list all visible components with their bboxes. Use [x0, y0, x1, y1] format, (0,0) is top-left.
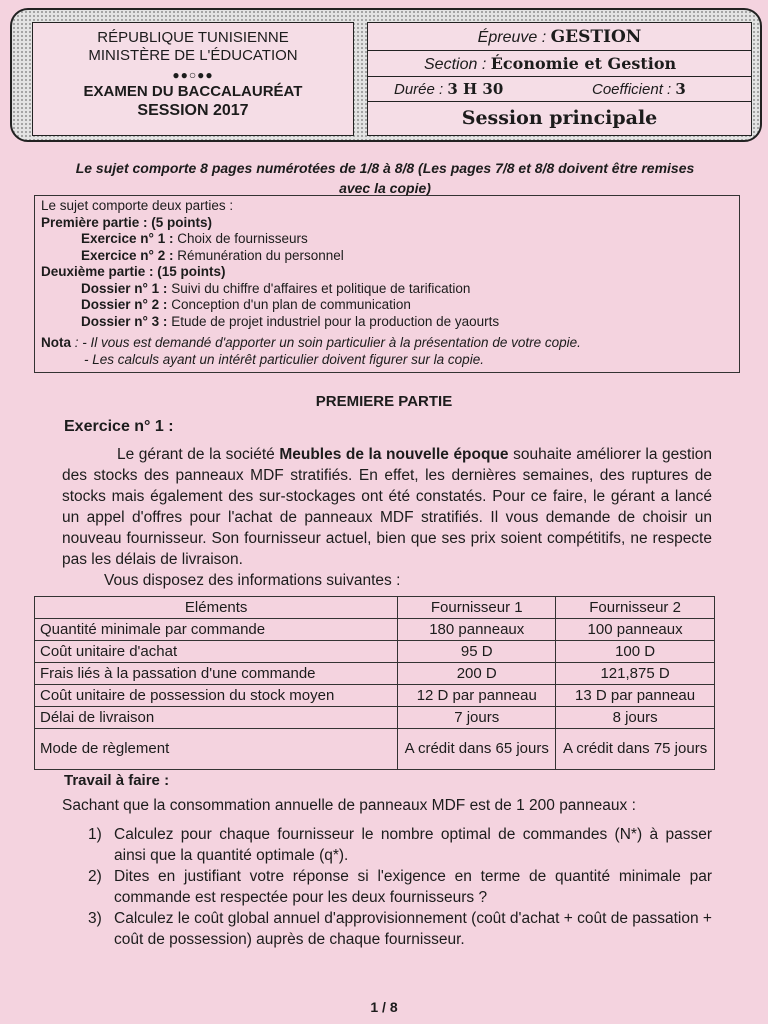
section-label: Section :: [424, 56, 487, 73]
travail-heading: Travail à faire :: [64, 772, 170, 789]
exam-name: EXAMEN DU BACCALAURÉAT: [83, 83, 303, 100]
question-text: Dites en justifiant votre réponse si l'exigence en terme de quantité minimale par commande est respectée pour les deux fournisseurs ?: [114, 868, 712, 906]
ex1-label: Exercice n° 1 :: [81, 231, 174, 246]
table-cell: Frais liés à la passation d'une commande: [35, 663, 398, 685]
d2-text: Conception d'un plan de communication: [167, 297, 411, 312]
table-row: [35, 685, 715, 707]
table-cell: 100 panneaux: [556, 619, 715, 641]
page-notice: Le sujet comporte 8 pages numérotées de 1/8 à 8/8 (Les pages 7/8 et 8/8 doivent être remises avec la copie): [75, 160, 695, 196]
question-item: [88, 908, 712, 950]
coef-value: 3: [675, 80, 686, 98]
table-cell: 121,875 D: [556, 663, 715, 685]
d1-label: Dossier n° 1 :: [81, 280, 168, 296]
table-cell: A crédit dans 75 jours: [556, 729, 715, 770]
paragraph-after: souhaite améliorer la gestion des stocks des panneaux MDF stratifiés. En effet, les dernières semaines, des ruptures de stocks mais également des sur-stockages ont été constatés. Pour ce faire, le gérant a lancé un appel d'offres pour l'achat de panneaux MDF stratifiés. Il vous demande de choisir un nouveau fournisseur. Son fournisseur actuel, bien que ses prix soient compétitifs, ne respecte pas les délais de livraison.: [62, 446, 713, 568]
table-cell: 8 jours: [556, 707, 715, 729]
dots-ornament: ●●○●●: [172, 68, 214, 82]
table-row: [35, 619, 715, 641]
d3-text: Etude de projet industriel pour la production de yaourts: [167, 313, 500, 329]
nota-text1: : - Il vous est demandé d'apporter un soin particulier à la présentation de votre copie.: [71, 335, 581, 350]
table-header-cell: Eléments: [35, 597, 398, 619]
page-number: 1 / 8: [370, 999, 398, 1015]
table-cell: 12 D par panneau: [398, 685, 556, 707]
epreuve-value: GESTION: [550, 27, 642, 47]
subject-summary-box: [34, 195, 740, 373]
session-year: SESSION 2017: [137, 102, 249, 119]
republic-name: RÉPUBLIQUE TUNISIENNE: [97, 29, 289, 46]
nota-line1: [41, 335, 733, 352]
table-cell: Coût unitaire d'achat: [35, 641, 398, 663]
table-cell: Délai de livraison: [35, 707, 398, 729]
table-cell: 200 D: [398, 663, 556, 685]
table-cell: Quantité minimale par commande: [35, 619, 398, 641]
section-value: Économie et Gestion: [490, 54, 677, 73]
table-cell: 13 D par panneau: [556, 685, 715, 707]
question-text: Calculez pour chaque fournisseur le nombre optimal de commandes (N*) à passer ainsi que la quantité optimale (q*).: [114, 826, 712, 864]
d1-text: Suivi du chiffre d'affaires et politique de tarification: [167, 280, 471, 296]
summary-intro: Le sujet comporte deux parties :: [41, 198, 234, 213]
summary-ex2: [41, 248, 733, 265]
epreuve-row: [368, 23, 751, 51]
d3-label: Dossier n° 3 :: [81, 313, 168, 329]
table-header-row: [35, 597, 715, 619]
table-row: [35, 663, 715, 685]
question-text: Calculez le coût global annuel d'approvisionnement (coût d'achat + coût de passation + coût de possession) auprès de chaque fournisseur.: [114, 910, 712, 948]
exercise-paragraph: [62, 444, 712, 570]
table-cell: 7 jours: [398, 707, 556, 729]
question-item: [88, 866, 712, 908]
table-header-cell: Fournisseur 1: [398, 597, 556, 619]
ex2-label: Exercice n° 2 :: [81, 247, 174, 263]
session-type: Session principale: [461, 107, 658, 129]
header-subject-box: [367, 22, 752, 136]
suppliers-table: [34, 596, 715, 770]
question-number: 1): [88, 826, 102, 843]
table-row: [35, 641, 715, 663]
summary-d2: [41, 297, 733, 314]
table-row: [35, 729, 715, 770]
exercise-title: Exercice n° 1 :: [64, 418, 174, 435]
question-item: [88, 824, 712, 866]
header-ministry-box: [32, 22, 354, 136]
question-number: 2): [88, 868, 102, 885]
consumption-statement: Sachant que la consommation annuelle de panneaux MDF est de 1 200 panneaux :: [62, 797, 636, 814]
epreuve-label: Épreuve :: [477, 29, 547, 46]
infos-intro: Vous disposez des informations suivantes :: [104, 572, 401, 589]
company-name: Meubles de la nouvelle époque: [279, 446, 509, 463]
duree-row: [368, 77, 751, 102]
part1-heading: Première partie : (5 points): [41, 214, 213, 230]
paragraph-before: Le gérant de la société: [117, 446, 280, 463]
question-number: 3): [88, 910, 102, 927]
table-cell: 180 panneaux: [398, 619, 556, 641]
table-cell: Mode de règlement: [35, 729, 398, 770]
ex1-text: Choix de fournisseurs: [173, 231, 308, 246]
section-row: [368, 51, 751, 77]
table-cell: 100 D: [556, 641, 715, 663]
table-row: [35, 707, 715, 729]
table-cell: A crédit dans 65 jours: [398, 729, 556, 770]
coef-label: Coefficient :: [592, 81, 672, 98]
table-header-cell: Fournisseur 2: [556, 597, 715, 619]
table-cell: 95 D: [398, 641, 556, 663]
nota-line2: - Les calculs ayant un intérêt particulier doivent figurer sur la copie.: [84, 351, 484, 367]
duree-value: 3 H 30: [447, 80, 504, 98]
exam-header: [10, 8, 762, 142]
d2-label: Dossier n° 2 :: [81, 297, 168, 312]
part2-heading: Deuxième partie : (15 points): [41, 264, 226, 279]
table-cell: Coût unitaire de possession du stock moyen: [35, 685, 398, 707]
part-title: PREMIERE PARTIE: [315, 393, 453, 410]
summary-d1: [41, 281, 733, 298]
duree-label: Durée :: [394, 81, 444, 98]
summary-d3: [41, 314, 733, 331]
nota-label: Nota: [41, 335, 71, 350]
ex2-text: Rémunération du personnel: [173, 247, 344, 263]
summary-ex1: [41, 231, 733, 248]
ministry-name: MINISTÈRE DE L'ÉDUCATION: [88, 47, 298, 64]
